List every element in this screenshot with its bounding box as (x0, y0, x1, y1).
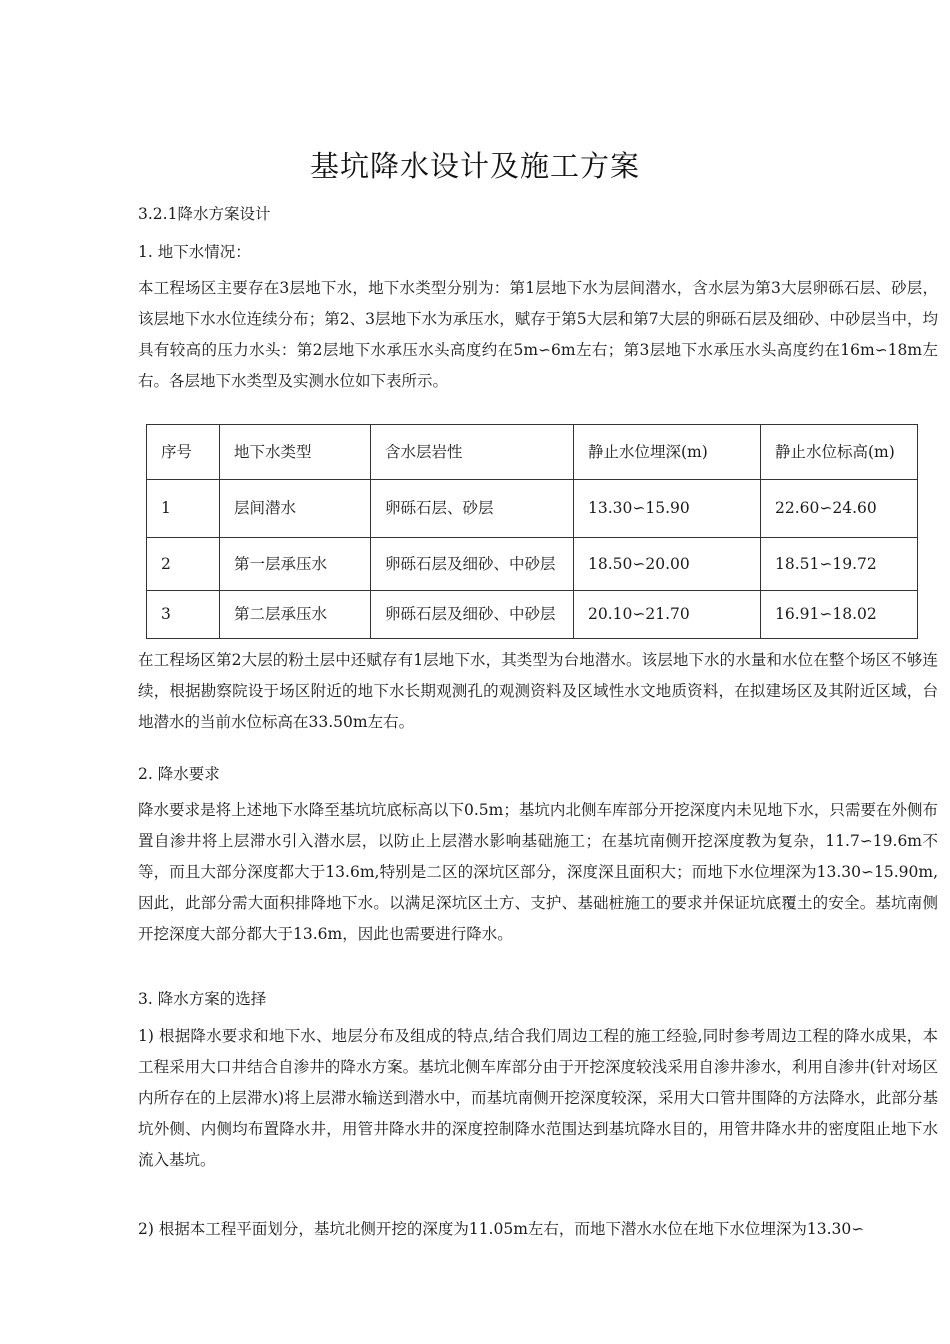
document-title: 基坑降水设计及施工方案 (309, 149, 640, 183)
table-header-cell: 序号 (147, 425, 220, 480)
table-cell: 20.10∽21.70 (574, 591, 761, 639)
paragraph-terrace-phreatic: 在工程场区第2大层的粉土层中还赋存有1层地下水，其类型为台地潜水。该层地下水的水量和水位在整个场区不够连续，根据勘察院设于场区附近的地下水长期观测孔的观测资料及区域性水文地质资料，在拟建场区及其附近区域，台地潜水的当前水位标高在33.50m左右。 (138, 651, 938, 731)
table-row (147, 480, 918, 538)
table-header-row (147, 425, 918, 480)
table-header-cell: 地下水类型 (220, 425, 371, 480)
table-cell: 22.60∽24.60 (761, 480, 918, 538)
section-heading: 3.2.1降水方案设计 (138, 205, 271, 223)
paragraph-groundwater-overview: 本工程场区主要存在3层地下水，地下水类型分别为：第1层地下水为层间潜水，含水层为第3大层卵砾石层、砂层，该层地下水水位连续分布；第2、3层地下水为承压水，赋存于第5大层和第7大层的卵砾石层及细砂、中砂层当中，均具有较高的压力水头：第2层地下水承压水头高度约在5m∽6m左右；第3层地下水承压水头高度约在16m∽18m左右。各层地下水类型及实测水位如下表所示。 (138, 279, 938, 390)
table-header-cell: 含水层岩性 (371, 425, 574, 480)
table-cell: 第一层承压水 (220, 538, 371, 591)
subsection-heading-scheme-selection: 3. 降水方案的选择 (138, 990, 267, 1008)
table-cell: 18.51∽19.72 (761, 538, 918, 591)
table-header-cell: 静止水位标高(m) (761, 425, 918, 480)
table-row (147, 591, 918, 639)
table-row (147, 538, 918, 591)
table-cell: 卵砾石层、砂层 (371, 480, 574, 538)
table-cell: 13.30∽15.90 (574, 480, 761, 538)
subsection-heading-dewatering-requirements: 2. 降水要求 (138, 765, 220, 783)
table-cell: 卵砾石层及细砂、中砂层 (371, 538, 574, 591)
table-cell: 3 (147, 591, 220, 639)
table-cell: 2 (147, 538, 220, 591)
table-cell: 卵砾石层及细砂、中砂层 (371, 591, 574, 639)
table-cell: 16.91∽18.02 (761, 591, 918, 639)
table-cell: 1 (147, 480, 220, 538)
paragraph-dewatering-requirements: 降水要求是将上述地下水降至基坑坑底标高以下0.5m；基坑内北侧车库部分开挖深度内未见地下水，只需要在外侧布置自渗井将上层滞水引入潜水层，以防止上层潜水影响基础施工；在基坑南侧开挖深度教为复杂，11.7∽19.6m不等，而且大部分深度都大于13.6m,特别是二区的深坑区部分，深度深且面积大；而地下水位埋深为13.30∽15.90m,因此，此部分需大面积排降地下水。以满足深坑区土方、支护、基础桩施工的要求并保证坑底覆土的安全。基坑南侧开挖深度大部分都大于13.6m，因此也需要进行降水。 (138, 801, 938, 943)
paragraph-scheme-selection-1: 1) 根据降水要求和地下水、地层分布及组成的特点,结合我们周边工程的施工经验,同时参考周边工程的降水成果，本工程采用大口井结合自渗井的降水方案。基坑北侧车库部分由于开挖深度较浅采用自渗井渗水，利用自渗井(针对场区内所存在的上层滞水)将上层滞水输送到潜水中，而基坑南侧开挖深度较深，采用大口管井围降的方法降水，此部分基坑外侧、内侧均布置降水井，用管井降水井的深度控制降水范围达到基坑降水目的，用管井降水井的密度阻止地下水流入基坑。 (138, 1027, 938, 1169)
table-header-cell: 静止水位埋深(m) (574, 425, 761, 480)
groundwater-table (146, 424, 918, 639)
subsection-heading-groundwater: 1. 地下水情况： (138, 243, 251, 261)
table-cell: 18.50∽20.00 (574, 538, 761, 591)
table-cell: 层间潜水 (220, 480, 371, 538)
paragraph-scheme-selection-2: 2) 根据本工程平面划分，基坑北侧开挖的深度为11.05m左右，而地下潜水水位在地下水位埋深为13.30∽ (138, 1220, 865, 1238)
table-cell: 第二层承压水 (220, 591, 371, 639)
